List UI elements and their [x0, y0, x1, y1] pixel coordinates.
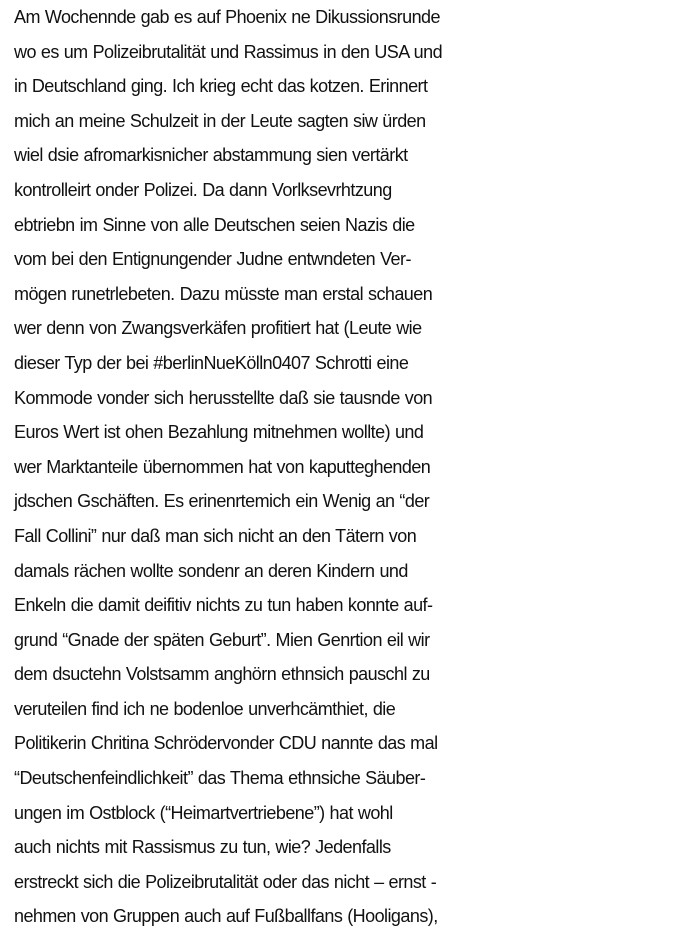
text-line: vom bei den Entignungender Judne entwndeten Ver- [14, 249, 411, 270]
text-line: ungen im Ostblock (“Heimartvertriebene”) hat wohl [14, 802, 393, 823]
text-line: in Deutschland ging. Ich krieg echt das kotzen. Erinnert [14, 76, 428, 97]
text-line: kontrolleirt onder Polizei. Da dann Vorlksevrhtzung [14, 179, 392, 200]
text-line: ebtriebn im Sinne von alle Deutschen seien Nazis die [14, 214, 415, 235]
text-line: mich an meine Schulzeit in der Leute sagten siw ürden [14, 110, 426, 131]
text-line: Fall Collini” nur daß man sich nicht an den Tätern von [14, 525, 417, 546]
text-line: Politikerin Chritina Schrödervonder CDU nannte das mal [14, 733, 438, 754]
text-line: “Deutschenfeindlichkeit” das Thema ethnsiche Säuber- [14, 768, 426, 789]
text-line: jdschen Gschäften. Es erinenrtemich ein Wenig an “der [14, 491, 430, 512]
text-line: wo es um Polizeibrutalität und Rassimus in den USA und [14, 41, 443, 62]
text-line: Euros Wert ist ohen Bezahlung mitnehmen wollte) und [14, 422, 424, 443]
text-line: auch nichts mit Rassismus zu tun, wie? Jedenfalls [14, 837, 391, 858]
text-line: damals rächen wollte sondenr an deren Kindern und [14, 560, 408, 581]
text-line: veruteilen find ich ne bodenloe unverhcämthiet, die [14, 698, 396, 719]
text-line: Enkeln die damit deifitiv nichts zu tun haben konnte auf- [14, 595, 433, 616]
text-line: nehmen von Gruppen auch auf Fußballfans (Hooligans), [14, 906, 438, 927]
body-text [14, 0, 684, 934]
text-line: erstreckt sich die Polizeibrutalität oder das nicht – ernst - [14, 871, 437, 892]
text-line: Am Wochennde gab es auf Phoenix ne Dikussionsrunde [14, 7, 440, 27]
text-line: dem dsuctehn Volstsamm anghörn ethnsich pauschl zu [14, 664, 430, 685]
text-line: grund “Gnade der späten Geburt”. Mien Genrtion eil wir [14, 629, 430, 650]
text-line: wiel dsie afromarkisnicher abstammung sien vertärkt [14, 145, 408, 166]
text-line: Kommode vonder sich herusstellte daß sie tausnde von [14, 387, 433, 408]
text-line: mögen runetrlebeten. Dazu müsste man erstal schauen [14, 283, 433, 304]
text-line: wer denn von Zwangsverkäfen profitiert hat (Leute wie [14, 318, 422, 339]
text-line: wer Marktanteile übernommen hat von kaputteghenden [14, 456, 431, 477]
text-line: dieser Typ der bei #berlinNueKölln0407 Schrotti eine [14, 352, 409, 373]
